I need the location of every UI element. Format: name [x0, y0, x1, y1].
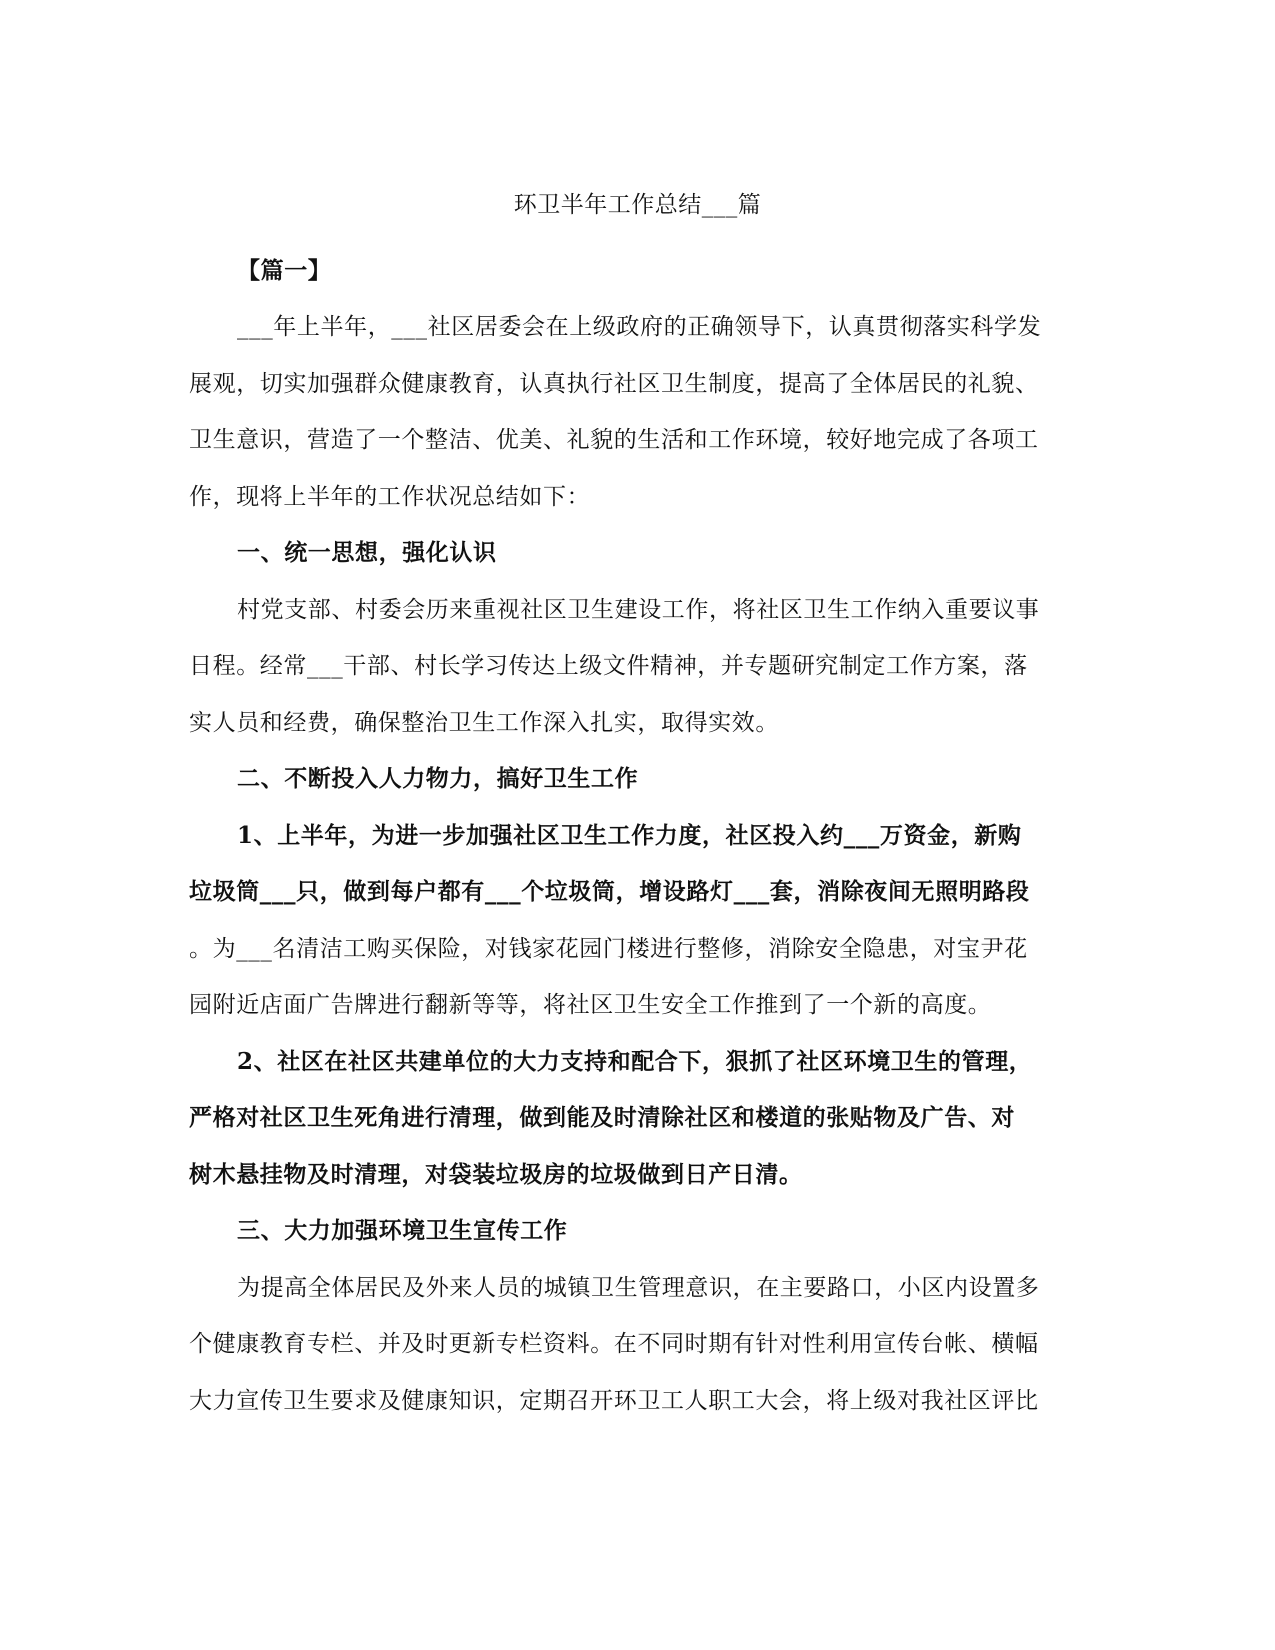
- paragraph-line: 园附近店面广告牌进行翻新等等，将社区卫生安全工作推到了一个新的高度。: [189, 992, 992, 1018]
- paragraph-line: 作，现将上半年的工作状况总结如下：: [189, 484, 591, 510]
- section-heading-3: 三、大力加强环境卫生宣传工作: [237, 1217, 568, 1244]
- document-title: 环卫半年工作总结___篇: [513, 192, 762, 218]
- paragraph-line: 村党支部、村委会历来重视社区卫生建设工作，将社区卫生工作纳入重要议事: [237, 597, 1040, 623]
- paragraph-line: 实人员和经费，确保整治卫生工作深入扎实，取得实效。: [189, 710, 779, 736]
- paragraph-line: 。为___名清洁工购买保险，对钱家花园门楼进行整修，消除安全隐患，对宝尹花: [189, 936, 1028, 962]
- paragraph-line: 个健康教育专栏、并及时更新专栏资料。在不同时期有针对性利用宣传台帐、横幅: [189, 1331, 1039, 1357]
- paragraph-line: 垃圾筒___只，做到每户都有___个垃圾筒，增设路灯___套，消除夜间无照明路段: [189, 878, 1030, 905]
- paragraph-line: 1、上半年，为进一步加强社区卫生工作力度，社区投入约___万资金，新购: [237, 822, 1022, 849]
- paragraph-line: 展观，切实加强群众健康教育，认真执行社区卫生制度，提高了全体居民的礼貌、: [189, 371, 1039, 397]
- paragraph-line: 为提高全体居民及外来人员的城镇卫生管理意识，在主要路口，小区内设置多: [237, 1275, 1040, 1301]
- paragraph-line: ___年上半年，___社区居委会在上级政府的正确领导下，认真贯彻落实科学发: [237, 314, 1042, 340]
- paragraph-line: 大力宣传卫生要求及健康知识，定期召开环卫工人职工大会，将上级对我社区评比: [189, 1388, 1039, 1414]
- paragraph-line: 卫生意识，营造了一个整洁、优美、礼貌的生活和工作环境，较好地完成了各项工: [189, 427, 1039, 453]
- section-heading-2: 二、不断投入人力物力，搞好卫生工作: [237, 765, 639, 792]
- paragraph-line: 2、社区在社区共建单位的大力支持和配合下，狠抓了社区环境卫生的管理，: [237, 1048, 1033, 1075]
- paragraph-line: 严格对社区卫生死角进行清理，做到能及时清除社区和楼道的张贴物及广告、对: [189, 1104, 1015, 1131]
- paragraph-line: 树木悬挂物及时清理，对袋装垃圾房的垃圾做到日产日清。: [189, 1161, 803, 1188]
- section-heading-1: 一、统一思想，强化认识: [237, 539, 497, 566]
- section-label-part-one: 【篇一】: [237, 257, 332, 284]
- paragraph-line: 日程。经常___干部、村长学习传达上级文件精神，并专题研究制定工作方案，落: [189, 653, 1028, 679]
